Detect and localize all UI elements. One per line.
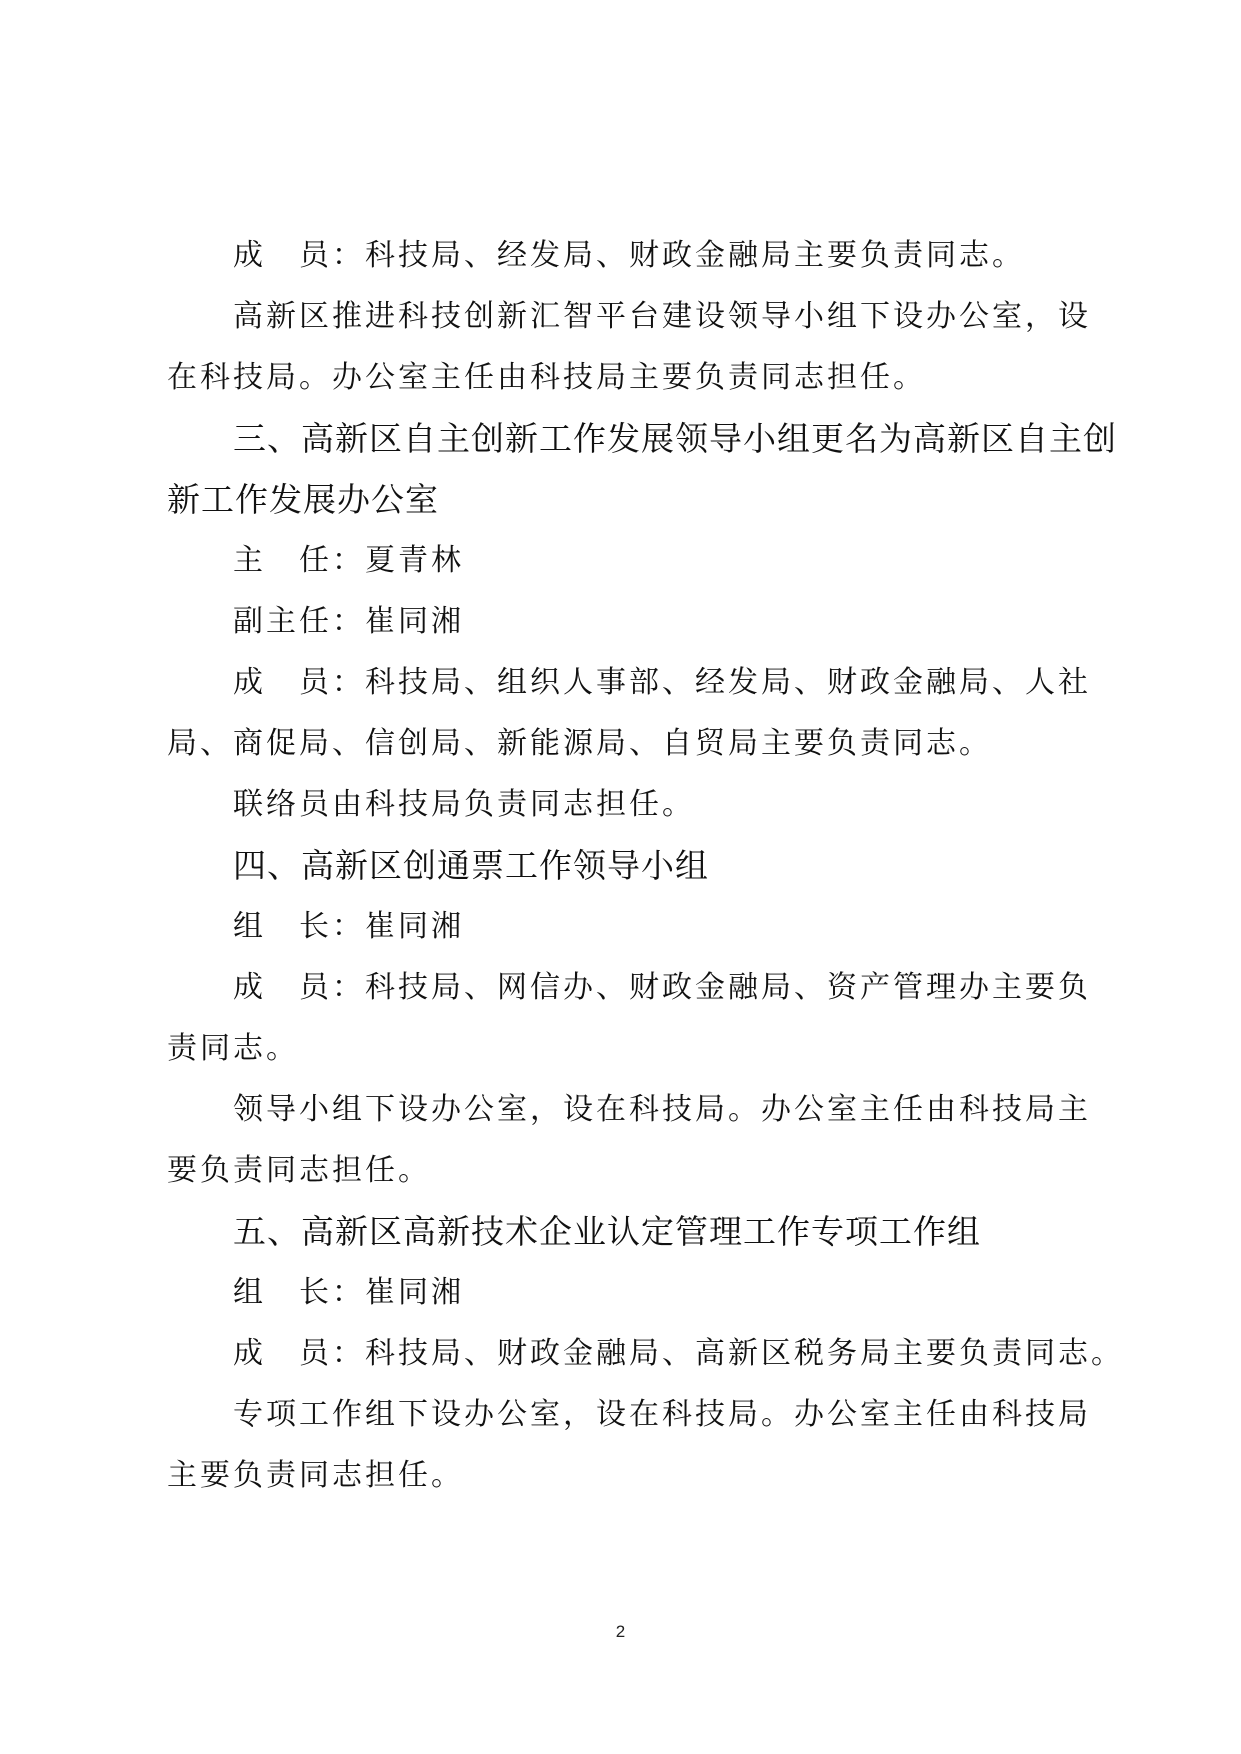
members-line-3-cont: 责同志。 <box>167 1031 299 1066</box>
office-paragraph-line-1: 高新区推进科技创新汇智平台建设领导小组下设办公室，设 <box>233 299 1091 334</box>
group-leader-line-2: 组 长：崔同湘 <box>233 1275 464 1310</box>
group-leader-line-1: 组 长：崔同湘 <box>233 909 464 944</box>
section-heading-4: 四、高新区创通票工作领导小组 <box>233 846 709 885</box>
office-paragraph-3-line-2: 主要负责同志担任。 <box>167 1458 464 1493</box>
page-number: 2 <box>615 1622 626 1641</box>
office-paragraph-2-line-1: 领导小组下设办公室，设在科技局。办公室主任由科技局主 <box>233 1092 1091 1127</box>
members-line-4: 成 员：科技局、财政金融局、高新区税务局主要负责同志。 <box>233 1336 1124 1371</box>
section-heading-5: 五、高新区高新技术企业认定管理工作专项工作组 <box>233 1212 981 1251</box>
members-line-3: 成 员：科技局、网信办、财政金融局、资产管理办主要负 <box>233 970 1091 1005</box>
deputy-director-line: 副主任：崔同湘 <box>233 604 464 639</box>
office-paragraph-line-2: 在科技局。办公室主任由科技局主要负责同志担任。 <box>167 360 926 395</box>
members-line-1: 成 员：科技局、经发局、财政金融局主要负责同志。 <box>233 238 1025 273</box>
office-paragraph-3-line-1: 专项工作组下设办公室，设在科技局。办公室主任由科技局 <box>233 1397 1091 1432</box>
members-line-2-cont: 局、商促局、信创局、新能源局、自贸局主要负责同志。 <box>167 726 992 761</box>
director-line: 主 任：夏青林 <box>233 543 464 578</box>
liaison-line: 联络员由科技局负责同志担任。 <box>233 787 695 822</box>
section-heading-3-line-1: 三、高新区自主创新工作发展领导小组更名为高新区自主创 <box>233 419 1117 458</box>
section-heading-3-line-2: 新工作发展办公室 <box>167 480 439 519</box>
office-paragraph-2-line-2: 要负责同志担任。 <box>167 1153 431 1188</box>
members-line-2: 成 员：科技局、组织人事部、经发局、财政金融局、人社 <box>233 665 1091 700</box>
